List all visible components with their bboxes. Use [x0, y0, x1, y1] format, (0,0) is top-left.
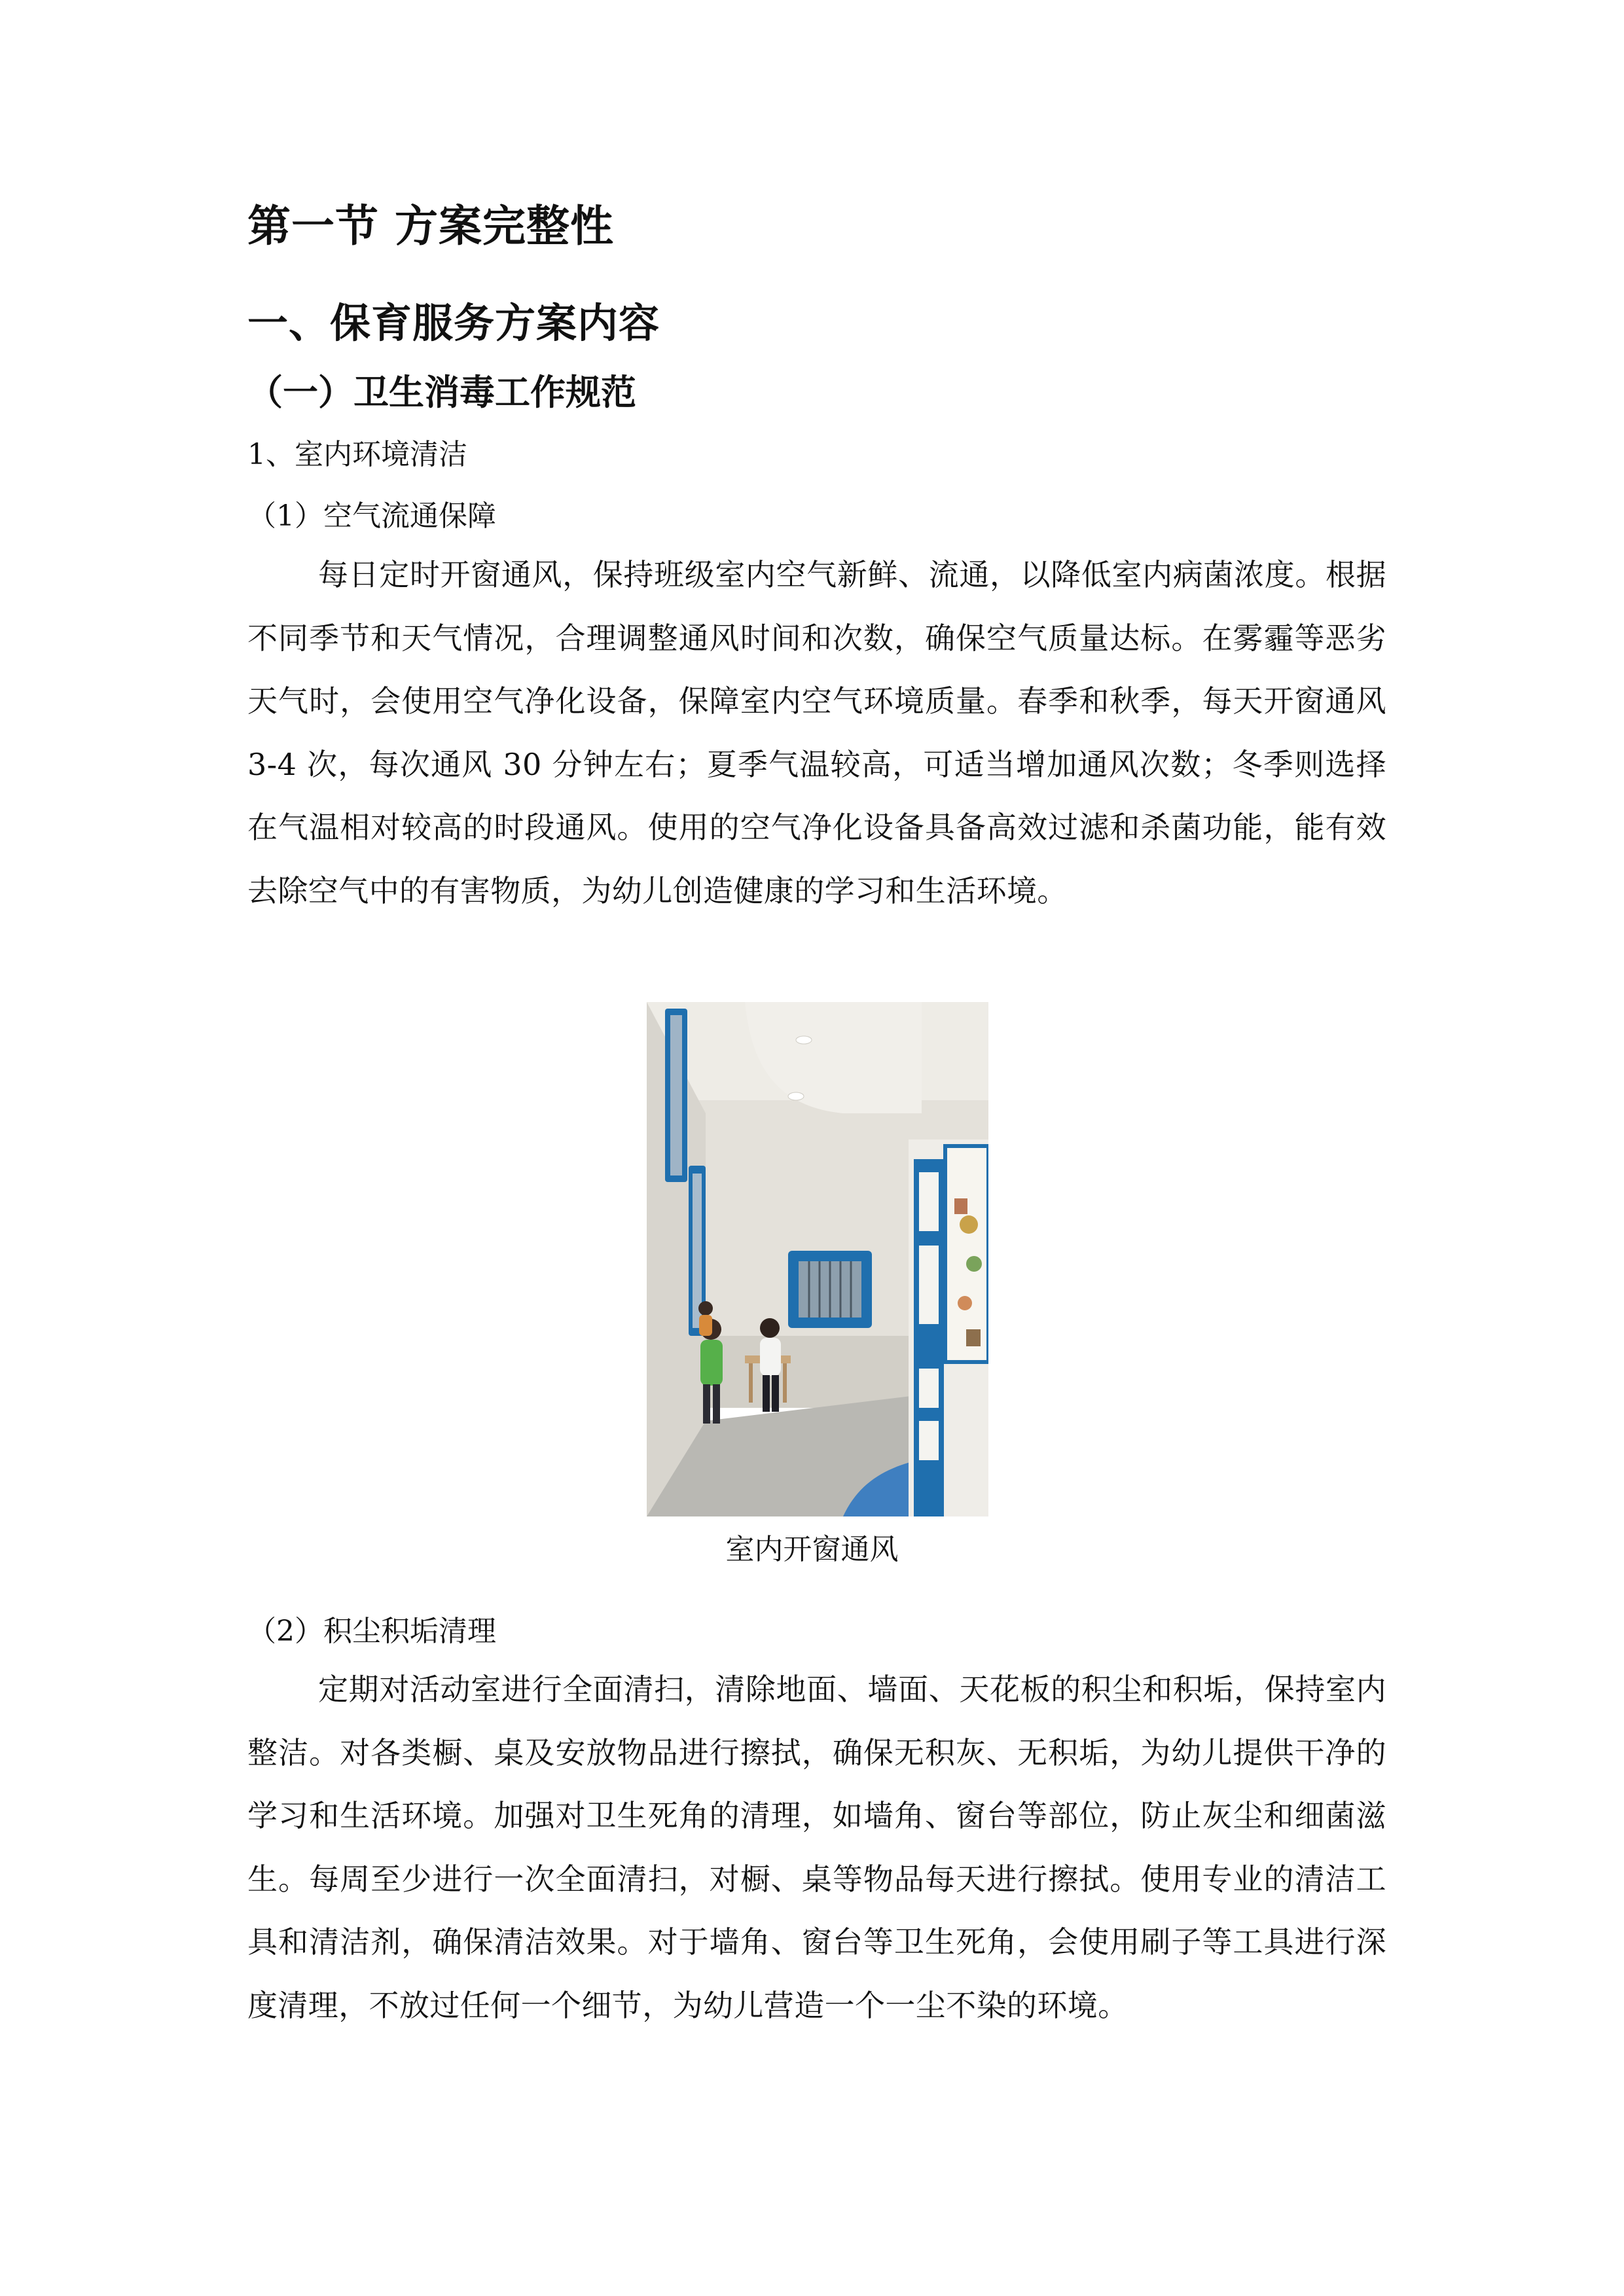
- chapter-title: 一、保育服务方案内容: [247, 299, 660, 347]
- figure-caption: 室内开窗通风: [725, 1533, 899, 1566]
- photo-ceiling-light: [788, 1092, 804, 1100]
- ventilation-paragraph: 每日定时开窗通风，保持班级室内空气新鲜、流通，以降低室内病菌浓度。根据不同季节和天气情况，合理调整通风时间和次数，确保空气质量达标。在雾霾等恶劣天气时，会使用空气净化设备，保障室内空气环境质量。春季和秋季，每天开窗通风 3-4 次，每次通风 30 分钟左右；夏季气温较高，可适当增加通风次数；冬季则选择在气温相对较高的时段通风。使用的空气净化设备具备高效过滤和杀菌功能，能有效去除空气中的有害物质，为幼儿创造健康的学习和生活环境。: [247, 557, 1386, 908]
- section-title: 第一节 方案完整性: [247, 201, 614, 251]
- classroom-ventilation-photo: [647, 1002, 988, 1516]
- photo-child: [760, 1318, 780, 1338]
- photo-ceiling-light: [796, 1036, 812, 1044]
- sub-item-1-title: （1）空气流通保障: [247, 499, 496, 533]
- sub-item-2-title: （2）积尘积垢清理: [247, 1615, 496, 1648]
- photo-child: [698, 1301, 713, 1316]
- dust-cleaning-paragraph: 定期对活动室进行全面清扫，清除地面、墙面、天花板的积尘和积垢，保持室内整洁。对各类橱、桌及安放物品进行擦拭，确保无积灰、无积垢，为幼儿提供干净的学习和生活环境。加强对卫生死角的清理，如墙角、窗台等部位，防止灰尘和细菌滋生。每周至少进行一次全面清扫，对橱、桌等物品每天进行擦拭。使用专业的清洁工具和清洁剂，确保清洁效果。对于墙角、窗台等卫生死角，会使用刷子等工具进行深度清理，不放过任何一个细节，为幼儿营造一个一尘不染的环境。: [247, 1672, 1386, 2023]
- item-title: 1、室内环境清洁: [247, 438, 467, 471]
- photo-left-window-glass: [670, 1015, 682, 1175]
- subsection-title: （一）卫生消毒工作规范: [247, 372, 636, 413]
